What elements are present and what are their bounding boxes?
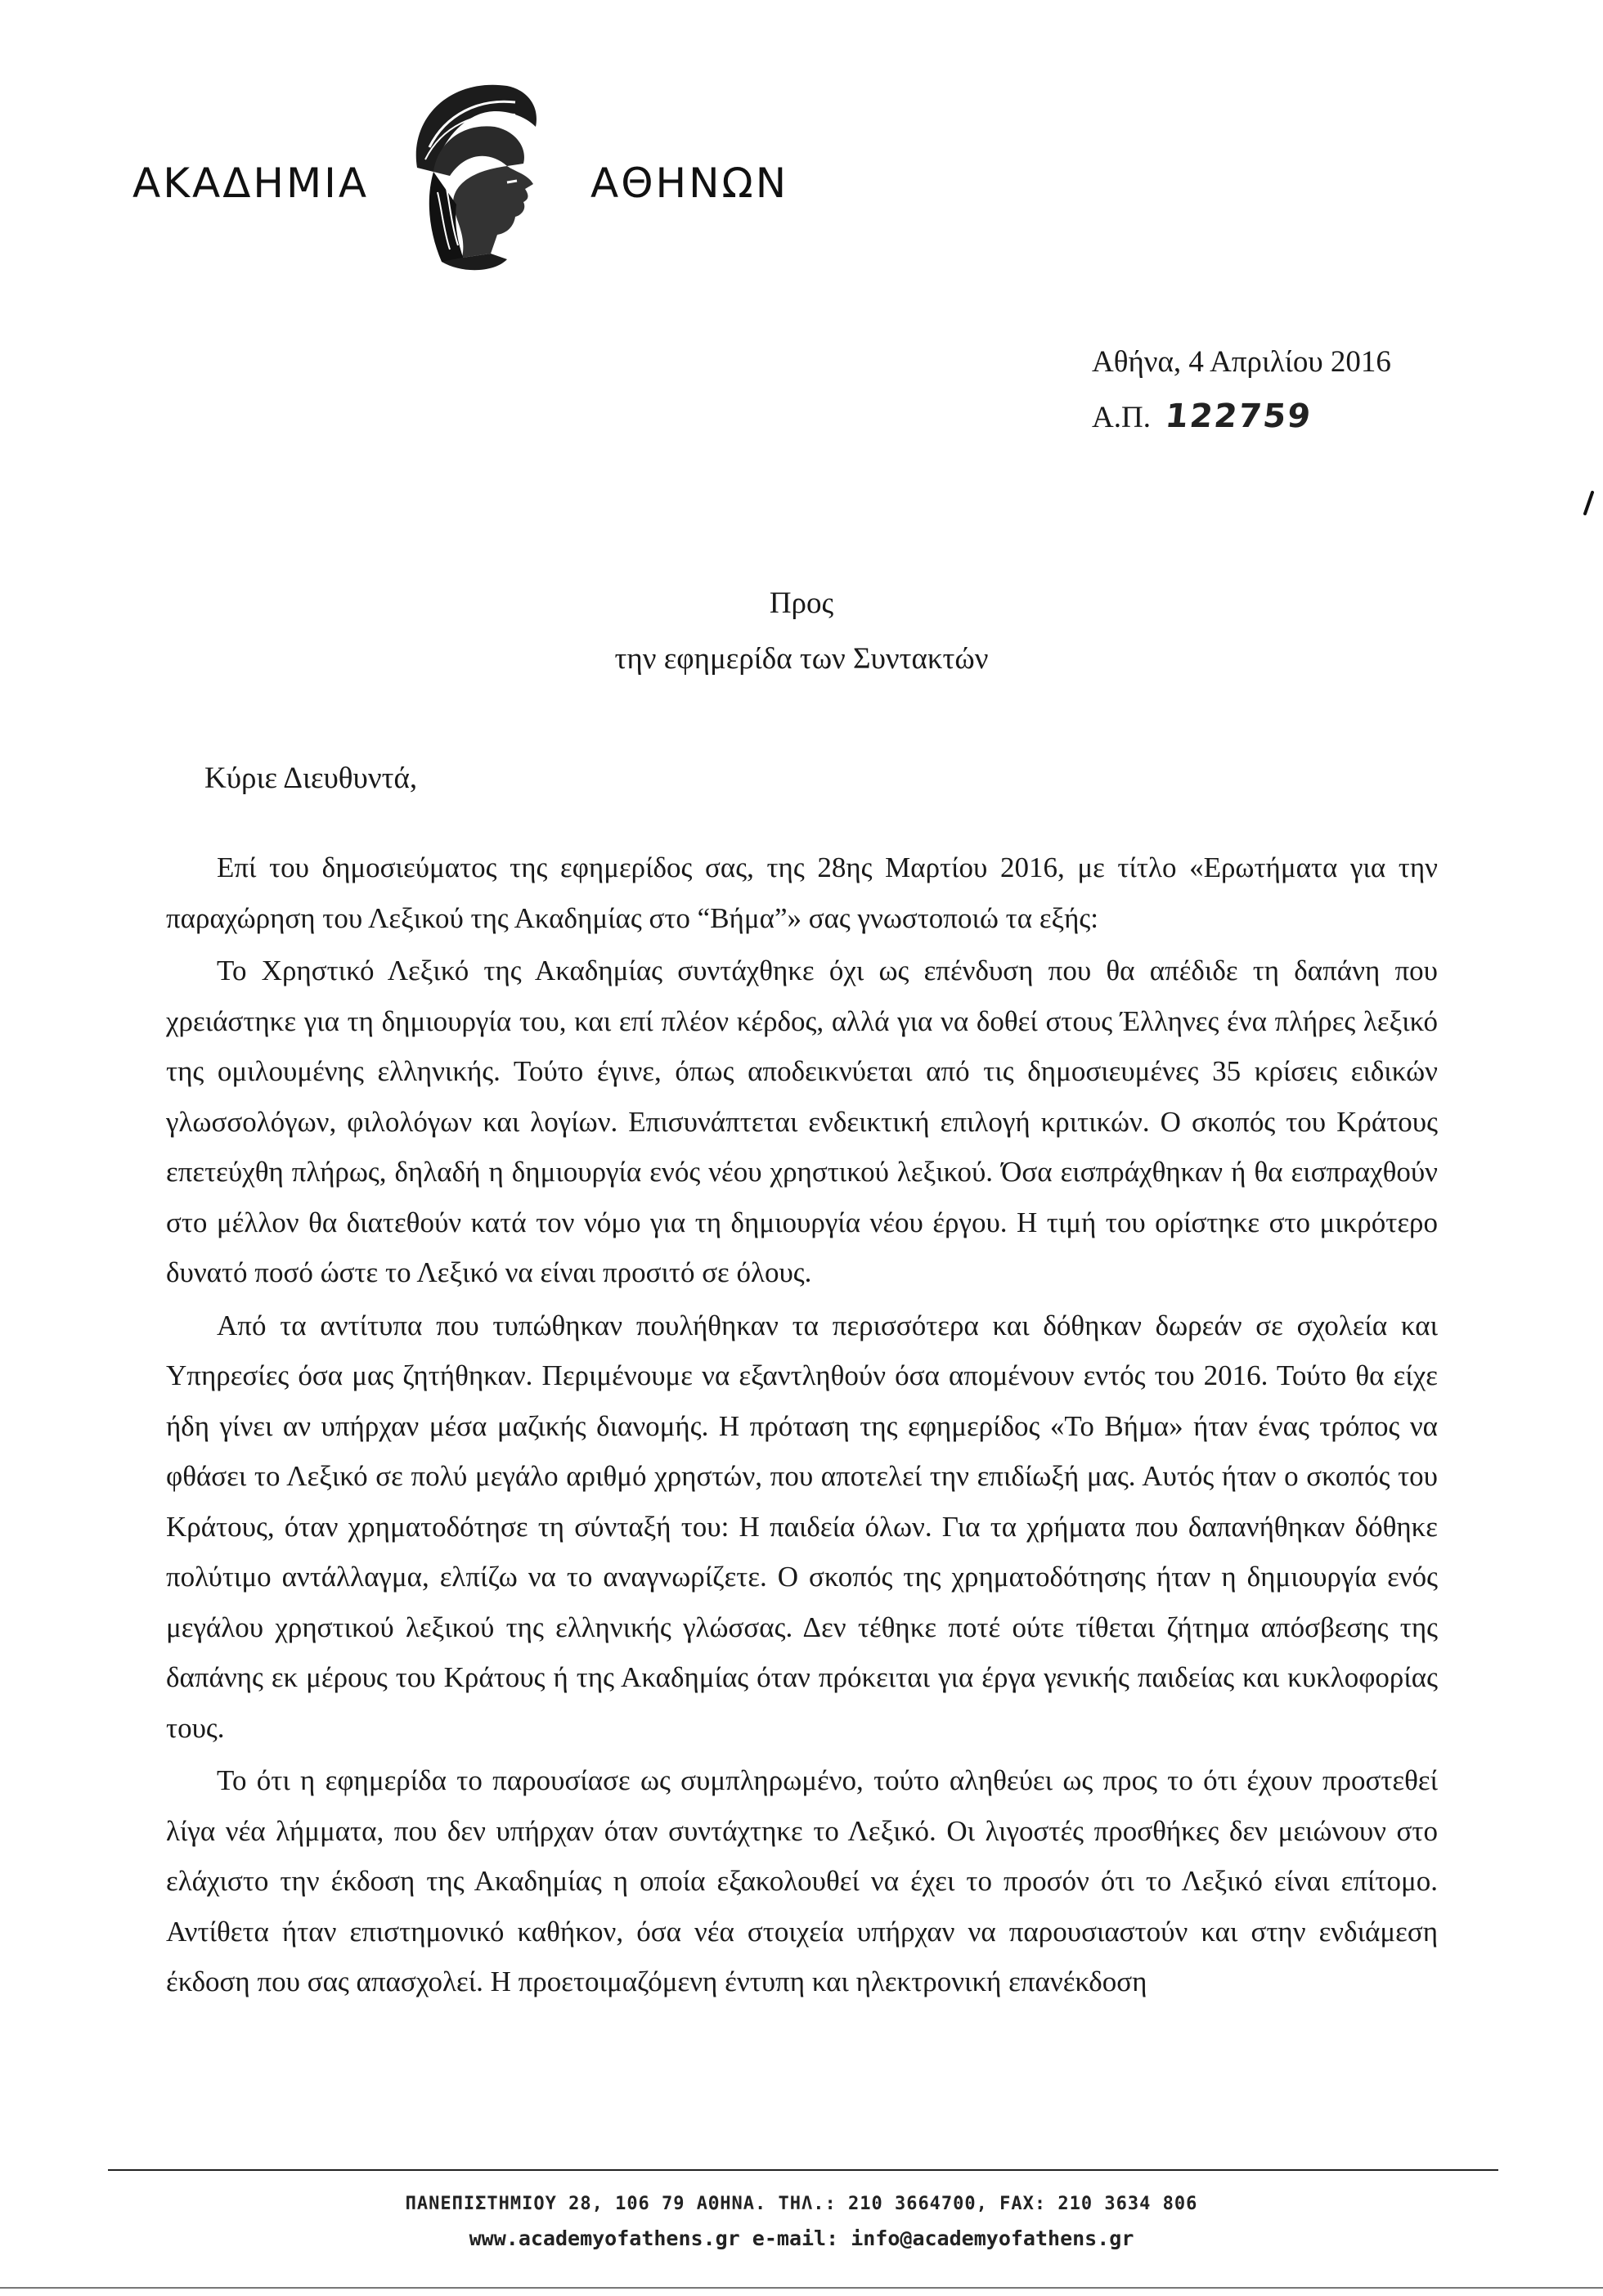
paragraph-3: Από τα αντίτυπα που τυπώθηκαν πουλήθηκαν τα περισσότερα και δόθηκαν δωρεάν σε σχολεία και Υπηρεσίες όσα μας ζητήθηκαν. Περιμένουμε να εξαντληθούν όσα απομένουν εντός του 2016. Τούτο θα είχε ήδη γίνει αν υπήρχαν μέσα μαζικής διανομής. Η πρόταση της εφημερίδος «Το Βήμα» ήταν ένας τρόπος να φθάσει το Λεξικό σε πολύ μεγάλο αριθμό χρηστών, που αποτελεί την επιδίωξή μας. Αυτός ήταν ο σκοπός του Κράτους, όταν χρηματοδότησε τη σύνταξή του: Η παιδεία όλων. Για τα χρήματα που δαπανήθηκαν δόθηκε πολύτιμο αντάλλαγμα, ελπίζω να το αναγνωρίζετε. Ο σκοπός της χρηματοδότησης ήταν η δημιουργία ενός μεγάλου χρηστικού λεξικού της ελληνικής γλώσσας. Δεν τέθηκε ποτέ ούτε τίθεται ζήτημα απόσβεσης της δαπάνης εκ μέρους του Κράτους ή της Ακαδημίας όταν πρόκειται για έργα γενικής παιδείας και κυκλοφορίας τους. [166,1309,1438,1744]
protocol-number: 122759 [1163,398,1314,435]
salutation: Κύριε Διευθυντά, [204,762,418,795]
protocol-line [1092,389,1391,445]
athena-head-emblem-icon [384,70,564,274]
letterhead-academy-word: ΑΚΑΔΗΜΙΑ [132,160,370,207]
footer-divider [108,2169,1498,2171]
letterhead [0,57,1603,237]
date-block [1092,335,1391,445]
paragraph-4: Το ότι η εφημερίδα το παρουσίασε ως συμπληρωμένο, τούτο αληθεύει ως προς το ότι έχουν προστεθεί λίγα νέα λήμματα, που δεν υπήρχαν όταν συντάχτηκε το Λεξικό. Οι λιγοστές προσθήκες δεν μειώνουν στο ελάχιστο την έκδοση της Ακαδημίας η οποία εξακολουθεί να έχει το προσόν ότι το Λεξικό είναι επίτομο. Αντίθετα ήταν επιστημονικό καθήκον, όσα νέα στοιχεία υπήρχαν να παρουσιαστούν και στην ενδιάμεση έκδοση που σας απασχολεί. Η προετοιμαζόμενη έντυπη και ηλεκτρονική επανέκδοση [166,1764,1438,1997]
paragraph-2: Το Χρηστικό Λεξικό της Ακαδημίας συντάχθηκε όχι ως επένδυση που θα απέδιδε τη δαπάνη που χρειάστηκε για τη δημιουργία του, και επί πλέον κέρδος, αλλά για να δοθεί στους Έλληνες ένα πλήρες λεξικό της ομιλουμένης ελληνικής. Τούτο έγινε, όπως αποδεικνύεται από τις δημοσιευμένες 35 κρίσεις ειδικών γλωσσολόγων, φιλολόγων και λογίων. Επισυνάπτεται ενδεικτική επιλογή κριτικών. Ο σκοπός του Κράτους επετεύχθη πλήρως, δηλαδή η δημιουργία ενός νέου χρηστικού λεξικού. Όσα εισπράχθηκαν ή θα εισπραχθούν στο μέλλον θα διατεθούν κατά τον νόμο για τη δημιουργία νέου έργου. Η τιμή του ορίστηκε στο μικρότερο δυνατό ποσό ώστε το Λεξικό να είναι προσιτό σε όλους. [166,955,1438,1288]
footer-contact: www.academyofathens.gr e-mail: info@academyofathens.gr [469,2226,1134,2250]
page-bottom-edge [0,2287,1603,2289]
date-line: Αθήνα, 4 Απριλίου 2016 [1092,345,1391,379]
letter-body [166,842,1438,2010]
recipient-line-2: την εφημερίδα των Συντακτών [614,642,989,676]
recipient-line-1: Προς [769,586,834,620]
protocol-label: Α.Π. [1092,401,1151,434]
paragraph-1: Επί του δημοσιεύματος της εφημερίδος σας, της 28ης Μαρτίου 2016, με τίτλο «Ερωτήματα για την παραχώρηση του Λεξικού της Ακαδημίας στο “Βήμα”» σας γνωστοποιώ τα εξής: [166,851,1438,934]
pen-mark-icon [1583,491,1594,515]
letterhead-athens-word: ΑΘΗΝΩΝ [590,160,789,207]
footer-address: ΠΑΝΕΠΙΣΤΗΜΙΟΥ 28, 106 79 ΑΘΗΝΑ. ΤΗΛ.: 210 3664700, FAX: 210 3634 806 [405,2194,1198,2214]
